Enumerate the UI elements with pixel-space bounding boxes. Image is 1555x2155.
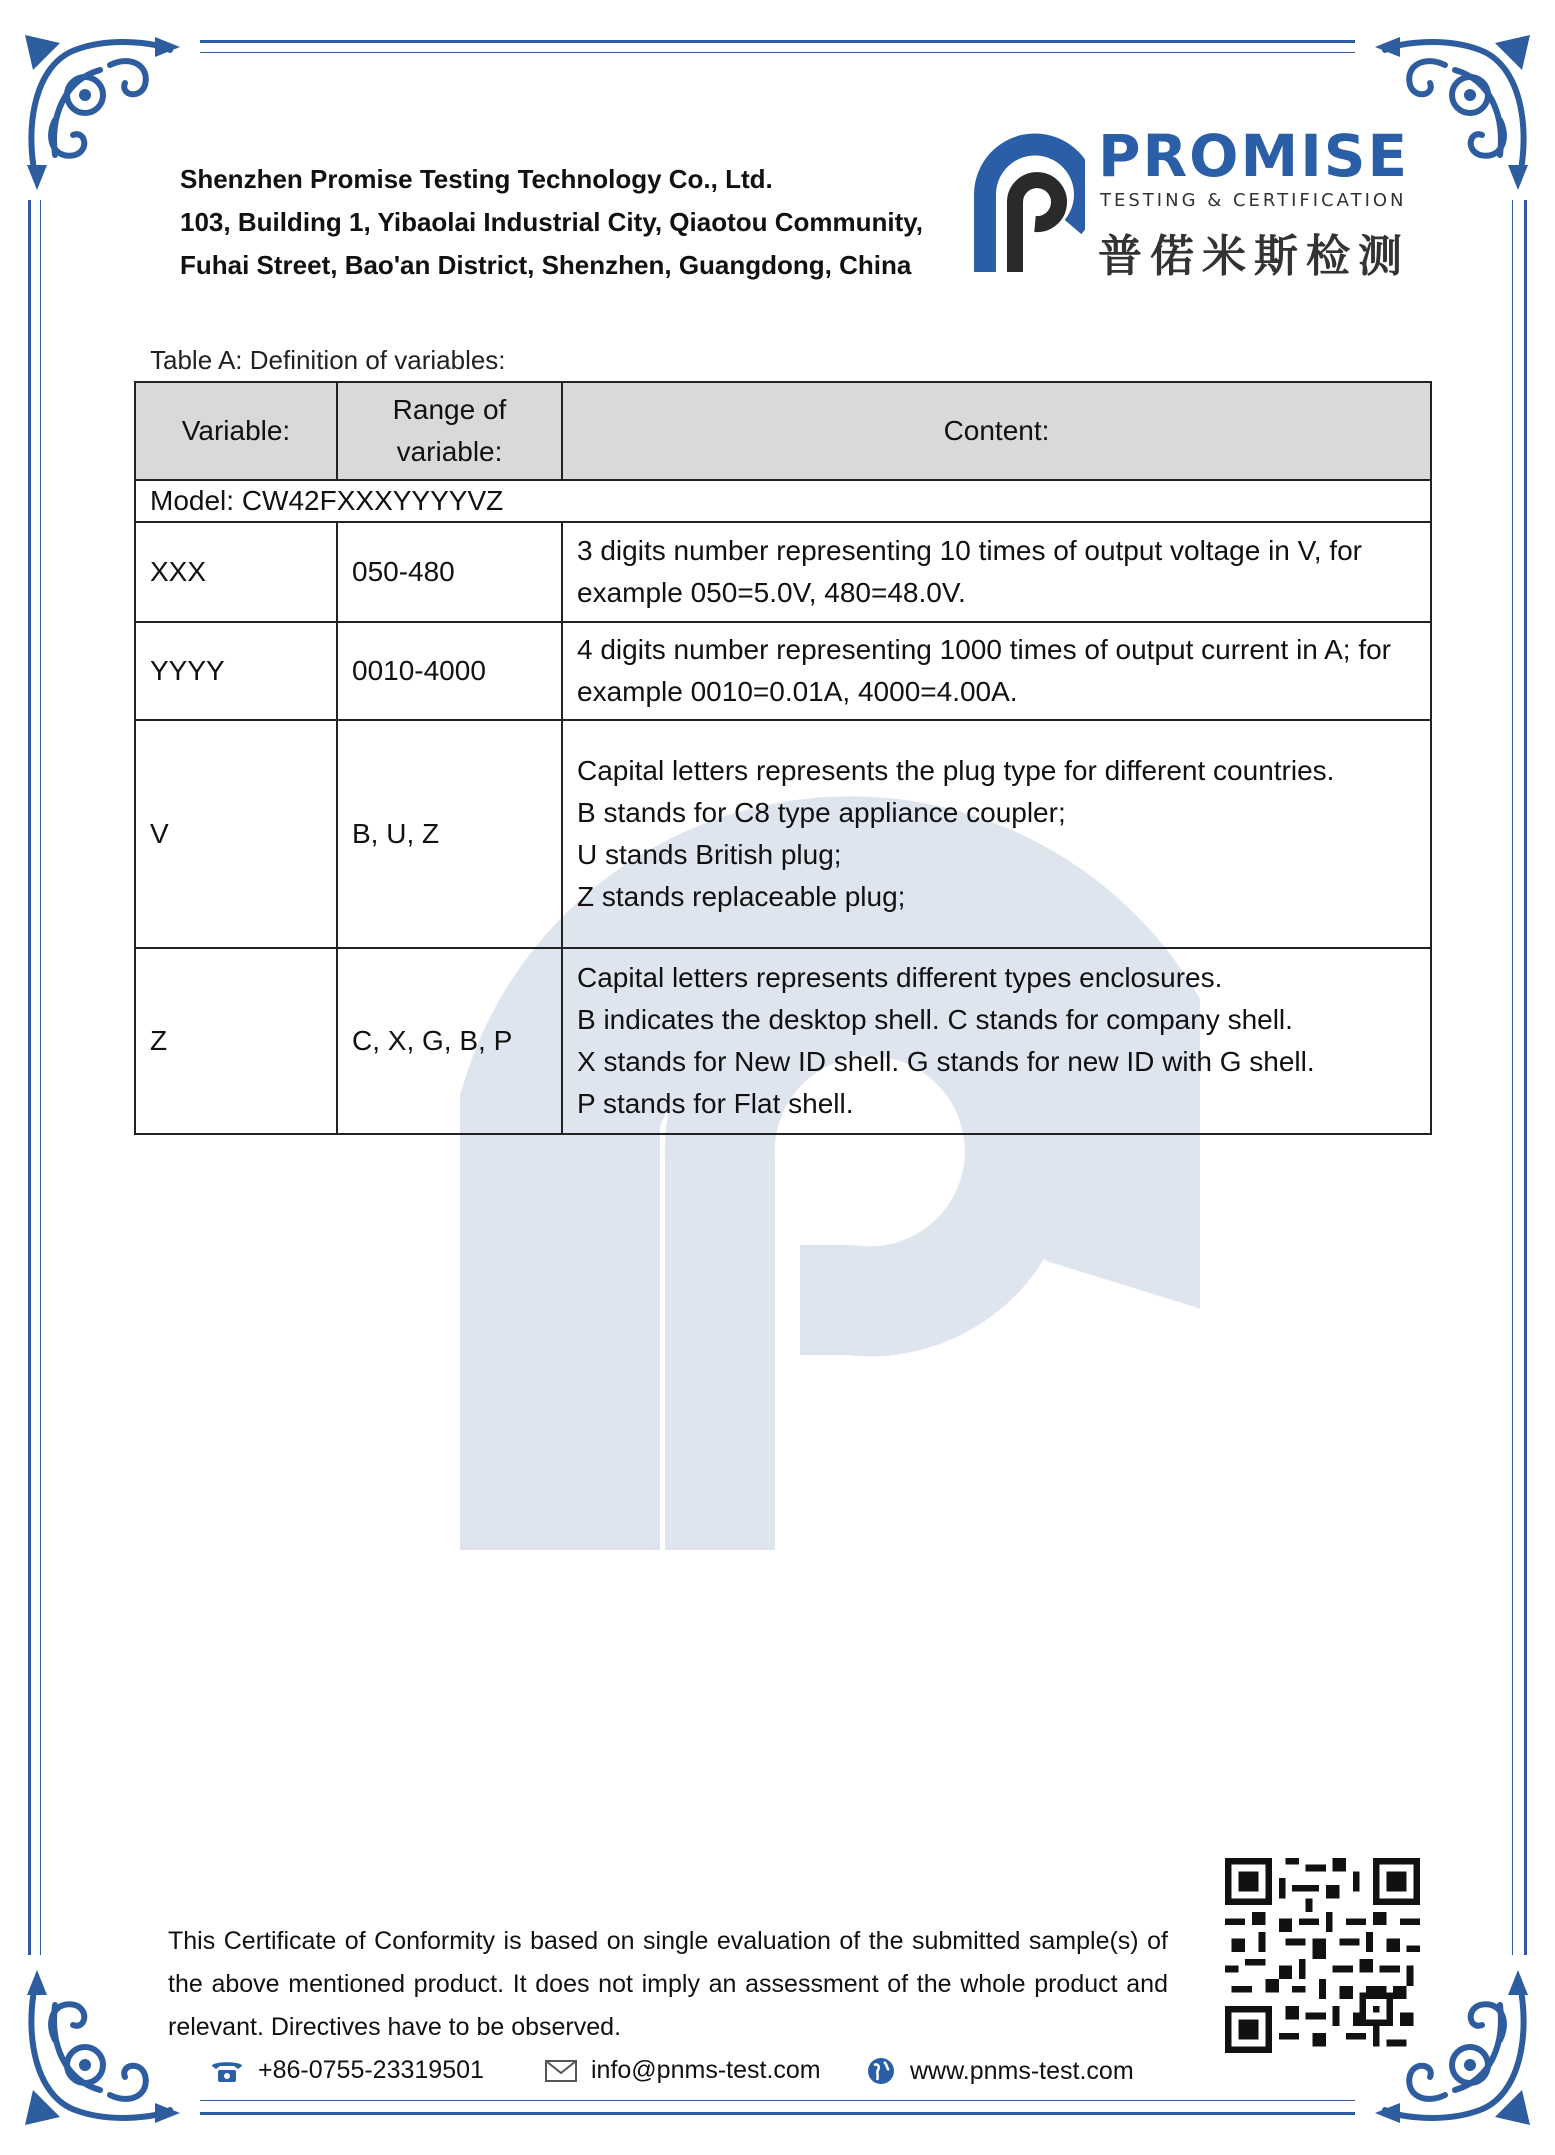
company-address: [180, 158, 923, 287]
frame-top-inner: [200, 52, 1355, 53]
content-line: 4 digits number representing 1000 times of output current in A; for example 0010=0.01A, 4000=4.00A.: [577, 634, 1392, 707]
variable-cell: YYYY: [135, 622, 337, 720]
frame-right-inner: [1512, 200, 1513, 1955]
content-line: 3 digits number representing 10 times of output voltage in V, for example 050=5.0V, 480=48.0V.: [577, 535, 1362, 608]
brand-name: PROMISE: [1098, 122, 1410, 190]
address-line-1: 103, Building 1, Yibaolai Industrial City, Qiaotou Community,: [180, 207, 924, 237]
brand-chinese-name: 普偌米斯检测: [1098, 231, 1410, 282]
mail-icon: [545, 2059, 577, 2083]
contact-phone[interactable]: [210, 2056, 484, 2085]
qr-code[interactable]: [1225, 1858, 1420, 2053]
ornament-corner-bottom-left: [15, 1965, 185, 2135]
disclaimer-text: This Certificate of Conformity is based on single evaluation of the submitted sample(s) of the above mentioned product. It does not imply an assessment of the whole product and relevant. Directives have to be observed.: [168, 1927, 1168, 2041]
frame-left-outer: [28, 200, 31, 1955]
content-line: Z stands replaceable plug;: [577, 881, 906, 912]
header-variable: Variable:: [135, 382, 337, 480]
content-cell: [562, 622, 1431, 720]
content-cell: [562, 720, 1431, 948]
frame-top-outer: [200, 40, 1355, 43]
content-cell: [562, 948, 1431, 1134]
range-cell: 0010-4000: [337, 622, 562, 720]
company-name: Shenzhen Promise Testing Technology Co., Ltd.: [180, 164, 773, 194]
contact-email[interactable]: [545, 2056, 821, 2085]
range-cell: 050-480: [337, 522, 562, 622]
table-row: [135, 622, 1431, 720]
variable-cell: V: [135, 720, 337, 948]
model-cell: Model: CW42FXXXYYYYVZ: [135, 480, 1431, 522]
email-address: info@pnms-test.com: [591, 2056, 821, 2084]
header-content: Content:: [562, 382, 1431, 480]
model-row: [135, 480, 1431, 522]
frame-left-inner: [40, 200, 41, 1955]
content-line: X stands for New ID shell. G stands for new ID with G shell.: [577, 1046, 1315, 1077]
table-row: [135, 948, 1431, 1134]
variable-cell: Z: [135, 948, 337, 1134]
content-line: U stands British plug;: [577, 839, 842, 870]
website-url: www.pnms-test.com: [910, 2056, 1134, 2085]
content-cell: [562, 522, 1431, 622]
content-line: P stands for Flat shell.: [577, 1088, 854, 1119]
content-line: Capital letters represents the plug type for different countries.: [577, 755, 1335, 786]
ornament-corner-top-left: [15, 25, 185, 195]
range-cell: B, U, Z: [337, 720, 562, 948]
content-line: B indicates the desktop shell. C stands for company shell.: [577, 1004, 1293, 1035]
table-caption: Table A: Definition of variables:: [150, 345, 506, 375]
contact-website[interactable]: [866, 2056, 1134, 2086]
frame-bottom-outer: [200, 2112, 1355, 2115]
globe-icon: [866, 2056, 896, 2086]
header-range: Range of variable:: [337, 382, 562, 480]
table-row: [135, 720, 1431, 948]
variable-cell: XXX: [135, 522, 337, 622]
content-line: B stands for C8 type appliance coupler;: [577, 797, 1066, 828]
address-line-2: Fuhai Street, Bao'an District, Shenzhen, Guangdong, China: [180, 250, 912, 280]
table-row: [135, 522, 1431, 622]
frame-right-outer: [1524, 200, 1527, 1955]
variables-table: [134, 381, 1432, 1135]
brand-logo-mark: [955, 132, 1085, 272]
range-cell: C, X, G, B, P: [337, 948, 562, 1134]
frame-bottom-inner: [200, 2100, 1355, 2101]
brand-tagline: TESTING & CERTIFICATION: [1100, 190, 1407, 211]
phone-icon: [210, 2058, 244, 2084]
content-line: Capital letters represents different types enclosures.: [577, 962, 1223, 993]
table-header-row: [135, 382, 1431, 480]
phone-number: +86-0755-23319501: [258, 2056, 484, 2084]
